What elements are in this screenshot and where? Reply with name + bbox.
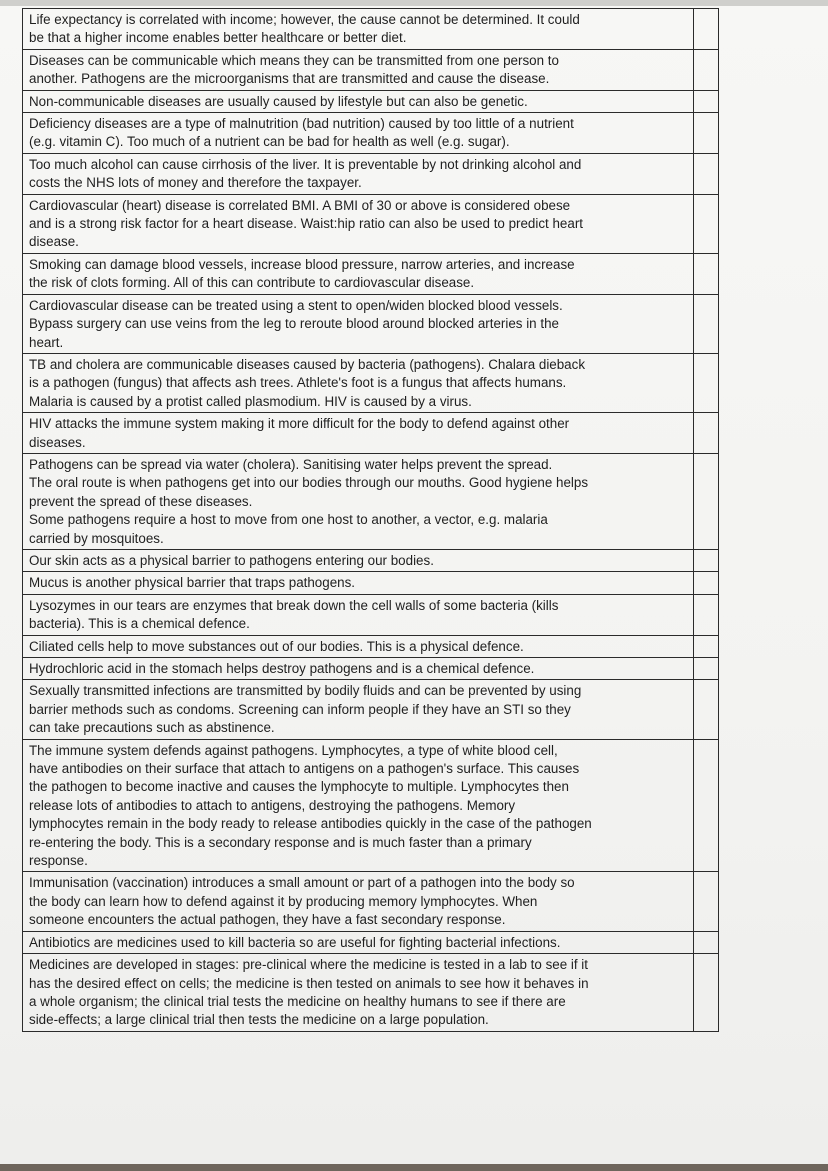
fact-text: TB and cholera are communicable diseases caused by bacteria (pathogens). Chalara dieback is a pathogen (fungus) that affects ash trees. Athlete's foot is a fungus that affects humans. Malaria is caused by a protist called plasmodium. HIV is caused by a virus.: [23, 353, 694, 412]
fact-text: Medicines are developed in stages: pre-clinical where the medicine is tested in a lab to see if it has the desired effect on cells; the medicine is then tested on animals to see how it behaves in a whole organism; the clinical trial tests the medicine on healthy humans to see if there are side-effects; a large clinical trial then tests the medicine on a large population.: [23, 954, 694, 1032]
fact-text: Mucus is another physical barrier that traps pathogens.: [23, 572, 694, 594]
tick-box[interactable]: [693, 931, 718, 953]
table-row: [23, 153, 719, 194]
fact-text: Too much alcohol can cause cirrhosis of the liver. It is preventable by not drinking alcohol and costs the NHS lots of money and therefore the taxpayer.: [23, 153, 694, 194]
tick-box[interactable]: [693, 253, 718, 294]
fact-text: Life expectancy is correlated with income; however, the cause cannot be determined. It could be that a higher income enables better healthcare or better diet.: [23, 9, 694, 50]
tick-box[interactable]: [693, 635, 718, 657]
tick-box[interactable]: [693, 658, 718, 680]
table-row: [23, 413, 719, 454]
tick-box[interactable]: [693, 680, 718, 739]
table-row: [23, 549, 719, 571]
fact-text: Immunisation (vaccination) introduces a small amount or part of a pathogen into the body so the body can learn how to defend against it by producing memory lymphocytes. When someone encounters the actual pathogen, they have a fast secondary response.: [23, 872, 694, 931]
table-row: [23, 680, 719, 739]
fact-text: Cardiovascular (heart) disease is correlated BMI. A BMI of 30 or above is considered obese and is a strong risk factor for a heart disease. Waist:hip ratio can also be used to predict heart disease.: [23, 194, 694, 253]
checklist-rows: [23, 9, 719, 1032]
table-row: [23, 739, 719, 872]
table-row: [23, 253, 719, 294]
fact-text: Our skin acts as a physical barrier to pathogens entering our bodies.: [23, 549, 694, 571]
tick-box[interactable]: [693, 113, 718, 154]
tick-box[interactable]: [693, 9, 718, 50]
table-row: [23, 954, 719, 1032]
tick-box[interactable]: [693, 90, 718, 112]
fact-text: Hydrochloric acid in the stomach helps destroy pathogens and is a chemical defence.: [23, 658, 694, 680]
table-row: [23, 931, 719, 953]
page-top-edge: [0, 0, 828, 6]
fact-text: HIV attacks the immune system making it more difficult for the body to defend against other diseases.: [23, 413, 694, 454]
table-row: [23, 90, 719, 112]
tick-box[interactable]: [693, 194, 718, 253]
tick-box[interactable]: [693, 453, 718, 549]
tick-box[interactable]: [693, 353, 718, 412]
tick-box[interactable]: [693, 49, 718, 90]
table-row: [23, 872, 719, 931]
fact-text: Antibiotics are medicines used to kill bacteria so are useful for fighting bacterial infections.: [23, 931, 694, 953]
table-row: [23, 9, 719, 50]
tick-box[interactable]: [693, 739, 718, 872]
fact-text: Pathogens can be spread via water (cholera). Sanitising water helps prevent the spread. The oral route is when pathogens get into our bodies through our mouths. Good hygiene helps prevent the spread of these diseases. Some pathogens require a host to move from one host to another, a vector, e.g. malaria carried by mosquitoes.: [23, 453, 694, 549]
revision-checklist-table: [22, 8, 719, 1032]
fact-text: Smoking can damage blood vessels, increase blood pressure, narrow arteries, and increase the risk of clots forming. All of this can contribute to cardiovascular disease.: [23, 253, 694, 294]
table-row: [23, 194, 719, 253]
table-row: [23, 453, 719, 549]
tick-box[interactable]: [693, 294, 718, 353]
table-row: [23, 49, 719, 90]
tick-box[interactable]: [693, 549, 718, 571]
table-row: [23, 294, 719, 353]
fact-text: Cardiovascular disease can be treated using a stent to open/widen blocked blood vessels. Bypass surgery can use veins from the leg to reroute blood around blocked arteries in the heart.: [23, 294, 694, 353]
page-bottom-edge: [0, 1164, 828, 1171]
table-row: [23, 353, 719, 412]
table-row: [23, 594, 719, 635]
fact-text: Diseases can be communicable which means they can be transmitted from one person to another. Pathogens are the microorganisms that are transmitted and cause the disease.: [23, 49, 694, 90]
table-row: [23, 635, 719, 657]
tick-box[interactable]: [693, 872, 718, 931]
fact-text: Sexually transmitted infections are transmitted by bodily fluids and can be prevented by using barrier methods such as condoms. Screening can inform people if they have an STI so they can take precautions such as abstinence.: [23, 680, 694, 739]
tick-box[interactable]: [693, 413, 718, 454]
fact-text: The immune system defends against pathogens. Lymphocytes, a type of white blood cell, have antibodies on their surface that attach to antigens on a pathogen's surface. This causes the pathogen to become inactive and causes the lymphocyte to multiple. Lymphocytes then release lots of antibodies to attach to antigens, destroying the pathogens. Memory lymphocytes remain in the body ready to release antibodies quickly in the case of the pathogen re-entering the body. This is a secondary response and is much faster than a primary response.: [23, 739, 694, 872]
tick-box[interactable]: [693, 594, 718, 635]
tick-box[interactable]: [693, 572, 718, 594]
tick-box[interactable]: [693, 153, 718, 194]
fact-text: Lysozymes in our tears are enzymes that break down the cell walls of some bacteria (kills bacteria). This is a chemical defence.: [23, 594, 694, 635]
table-row: [23, 572, 719, 594]
fact-text: Non-communicable diseases are usually caused by lifestyle but can also be genetic.: [23, 90, 694, 112]
table-row: [23, 113, 719, 154]
fact-text: Ciliated cells help to move substances out of our bodies. This is a physical defence.: [23, 635, 694, 657]
fact-text: Deficiency diseases are a type of malnutrition (bad nutrition) caused by too little of a nutrient (e.g. vitamin C). Too much of a nutrient can be bad for health as well (e.g. sugar).: [23, 113, 694, 154]
tick-box[interactable]: [693, 954, 718, 1032]
table-row: [23, 658, 719, 680]
